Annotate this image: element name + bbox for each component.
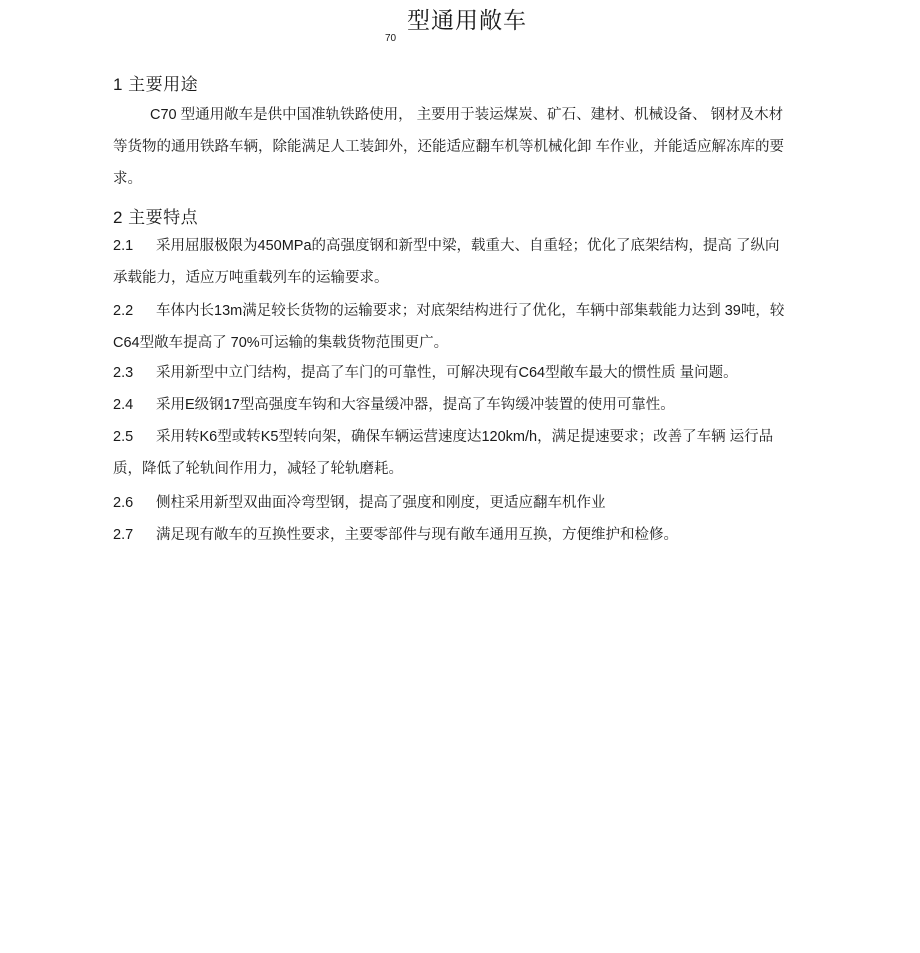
feature-item-number: 2.1: [113, 238, 134, 254]
feature-item: [113, 421, 793, 485]
document-title: 型通用敞车: [407, 7, 527, 33]
feature-item: [113, 295, 793, 359]
feature-item-number: 2.3: [113, 365, 134, 381]
feature-item-text: 侧柱采用新型双曲面冷弯型钢，提高了强度和刚度，更适应翻车机作业: [156, 495, 606, 511]
feature-item-text: 采用E级钢17型高强度车钩和大容量缓冲器，提高了车钩缓冲装置的使用可靠性。: [156, 397, 675, 413]
feature-item-text: 采用转K6型或转K5型转向架，确保车辆运营速度达120km/h，满足提速要求；改善了车辆 运行品质，降低了轮轨间作用力，减轻了轮轨磨耗。: [113, 429, 774, 477]
feature-item-number: 2.7: [113, 527, 134, 543]
usage-paragraph: C70 型通用敞车是供中国准轨铁路使用， 主要用于装运煤炭、矿石、建材、机械设备、 钢材及木材等货物的通用铁路车辆，除能满足人工装卸外，还能适应翻车机等机械化卸 车作业，并能适应解冻库的要求。: [113, 107, 785, 187]
document-subtitle: 70: [385, 33, 397, 44]
feature-item-number: 2.6: [113, 495, 134, 511]
feature-item: [113, 389, 793, 421]
feature-item-number: 2.2: [113, 303, 134, 319]
feature-item-number: 2.5: [113, 429, 134, 445]
section-heading-usage: 1 主要用途: [113, 75, 199, 94]
feature-item: [113, 357, 793, 389]
feature-item-text: 车体内长13m满足较长货物的运输要求；对底架结构进行了优化，车辆中部集载能力达到 39吨，较C64型敞车提高了 70%可运输的集载货物范围更广。: [113, 303, 785, 351]
feature-item-text: 采用屈服极限为450MPa的高强度钢和新型中梁，载重大、自重轻；优化了底架结构，提高 了纵向承载能力，适应万吨重载列车的运输要求。: [113, 238, 780, 286]
feature-item-text: 采用新型中立门结构，提高了车门的可靠性，可解决现有C64型敞车最大的惯性质 量问题。: [156, 365, 738, 381]
feature-item: [113, 519, 793, 551]
feature-item: [113, 487, 793, 519]
section-heading-features: 2 主要特点: [113, 208, 199, 227]
feature-item: [113, 230, 793, 294]
feature-item-text: 满足现有敞车的互换性要求，主要零部件与现有敞车通用互换，方便维护和检修。: [156, 527, 678, 543]
feature-item-number: 2.4: [113, 397, 134, 413]
